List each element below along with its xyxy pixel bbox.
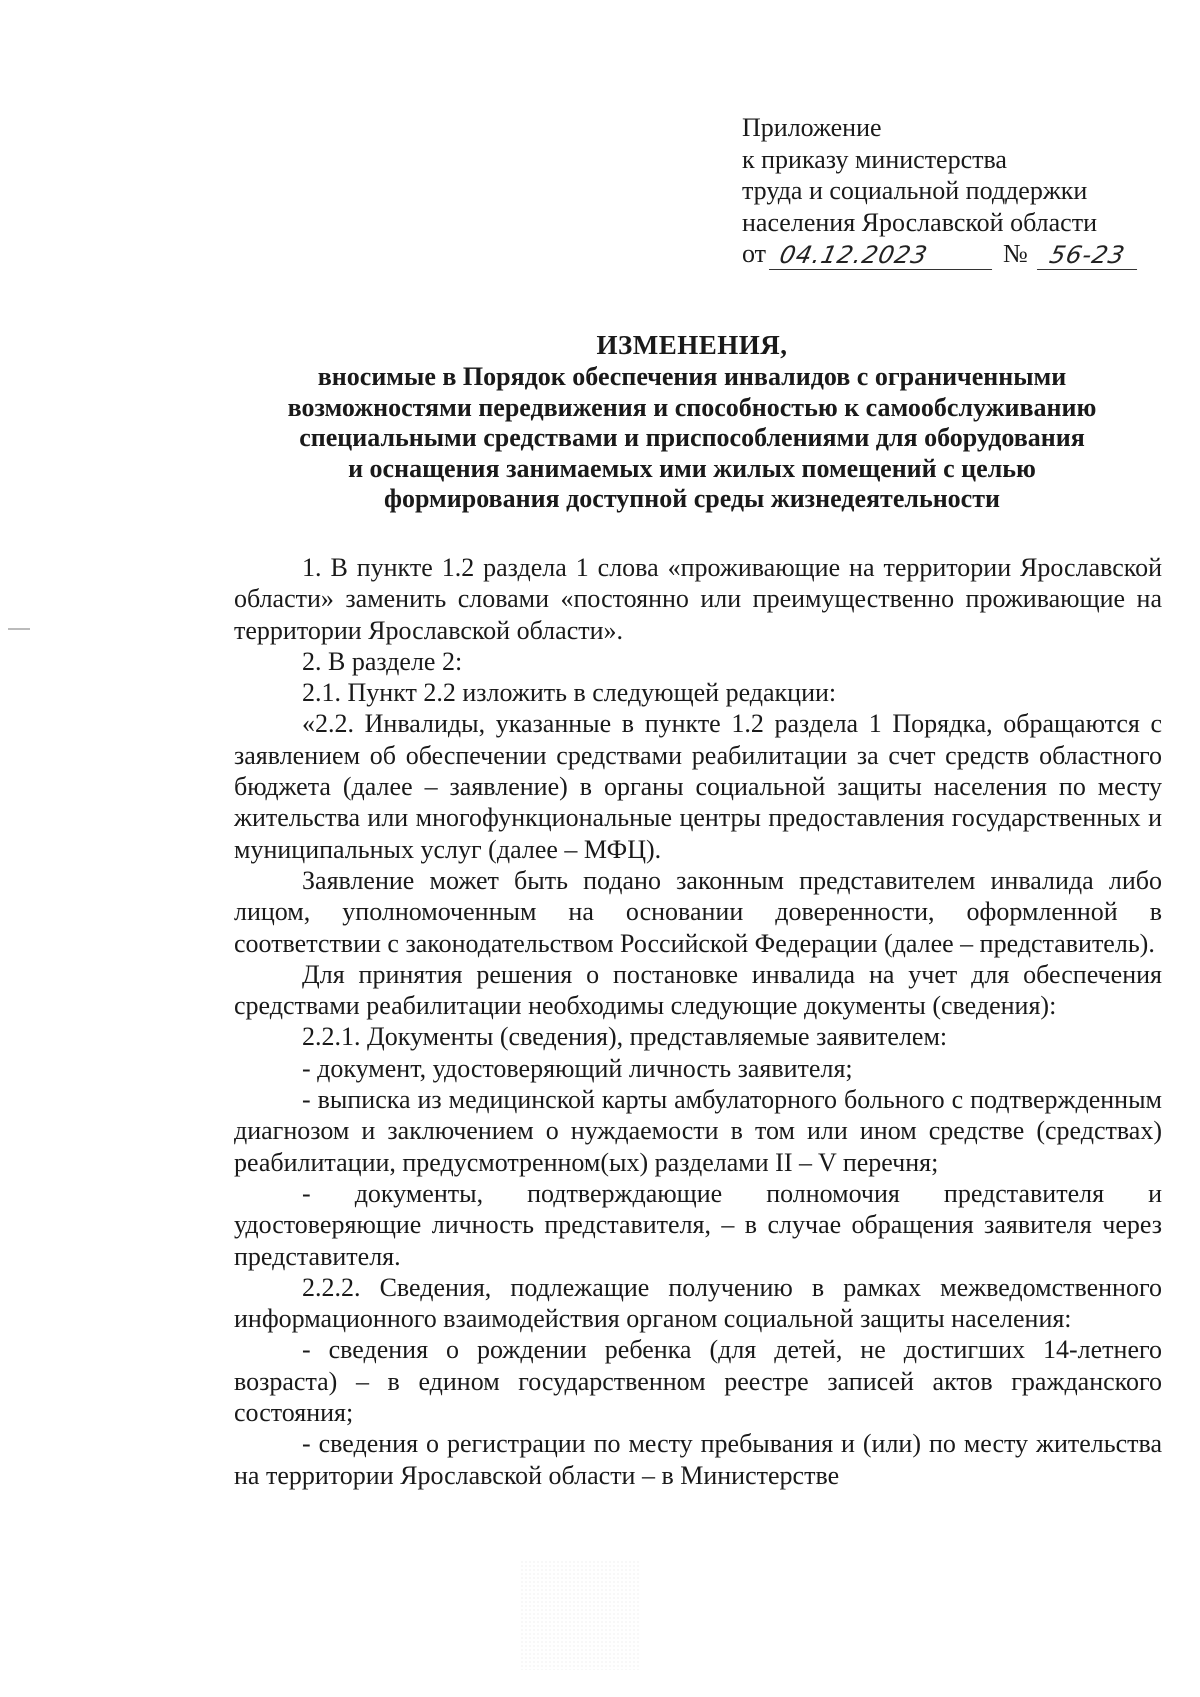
paragraph: 2. В разделе 2: bbox=[302, 646, 463, 676]
paragraph: 2.2.2. Сведения, подлежащие получению в рамках межведомственного информационного взаимодействия органом социальной защиты населения: bbox=[234, 1272, 1162, 1334]
paragraph: Для принятия решения о постановке инвалида на учет для обеспечения средствами реабилитации необходимы следующие документы (сведения): bbox=[234, 959, 1162, 1021]
paragraph: 2.1. Пункт 2.2 изложить в следующей редакции: bbox=[302, 678, 837, 708]
appendix-header bbox=[742, 112, 1162, 270]
title-line: вносимые в Порядок обеспечения инвалидов с ограниченными bbox=[317, 362, 1067, 392]
appendix-line: к приказу министерства bbox=[742, 144, 1007, 174]
handwritten-date: 04.12.2023 bbox=[769, 241, 998, 270]
paragraph: - выписка из медицинской карты амбулаторного больного с подтвержденным диагнозом и заключением о нуждаемости в том или ином средстве (средствах) реабилитации, предусмотренном(ых) разделами II – V перечня; bbox=[234, 1085, 1162, 1177]
appendix-line: Приложение bbox=[742, 113, 882, 142]
paragraph: «2.2. Инвалиды, указанные в пункте 1.2 раздела 1 Порядка, обращаются с заявлением об обеспечении средствами реабилитации за счет средств областного бюджета (далее – заявление) в органы социальной защиты населения по месту жительства или многофункциональные центры предоставления государственных и муниципальных услуг (далее – МФЦ). bbox=[234, 709, 1162, 864]
paragraph: - документ, удостоверяющий личность заявителя; bbox=[302, 1053, 853, 1083]
paragraph: - сведения о рождении ребенка (для детей, не достигших 14-летнего возраста) – в едином государственном реестре записей актов гражданского состояния; bbox=[234, 1335, 1162, 1428]
title-line: и оснащения занимаемых ими жилых помещений с целью bbox=[348, 453, 1036, 483]
document-title bbox=[222, 330, 1162, 514]
number-label: № bbox=[1003, 239, 1028, 268]
paragraph: 2.2.1. Документы (сведения), представляемые заявителем: bbox=[302, 1022, 948, 1052]
paragraph: 1. В пункте 1.2 раздела 1 слова «проживающие на территории Ярославской области» заменить словами «постоянно или преимущественно проживающие на территории Ярославской области». bbox=[234, 553, 1162, 645]
from-label: от bbox=[742, 239, 767, 268]
appendix-line: населения Ярославской области bbox=[742, 207, 1097, 237]
date-number-line bbox=[742, 238, 1162, 270]
title-line: формирования доступной среды жизнедеятельности bbox=[384, 484, 1000, 514]
appendix-line: труда и социальной поддержки bbox=[742, 176, 1088, 205]
scan-artifact bbox=[8, 628, 30, 630]
title-line: возможностями передвижения и способностью к самообслуживанию bbox=[287, 392, 1097, 422]
paragraph: - сведения о регистрации по месту пребывания и (или) по месту жительства на территории Ярославской области – в Министерстве bbox=[234, 1429, 1162, 1490]
paragraph: Заявление может быть подано законным представителем инвалида либо лицом, уполномоченным на основании доверенности, оформленной в соответствии с законодательством Российской Федерации (далее – представитель). bbox=[234, 865, 1162, 958]
title-main: ИЗМЕНЕНИЯ, bbox=[596, 330, 788, 360]
scan-noise bbox=[520, 1560, 640, 1670]
handwritten-number: 56-23 bbox=[1037, 241, 1143, 270]
title-line: специальными средствами и приспособлениями для оборудования bbox=[299, 423, 1085, 453]
paragraph: - документы, подтверждающие полномочия представителя и удостоверяющие личность представителя, – в случае обращения заявителя через представителя. bbox=[234, 1178, 1162, 1271]
document-body bbox=[234, 552, 1162, 1491]
